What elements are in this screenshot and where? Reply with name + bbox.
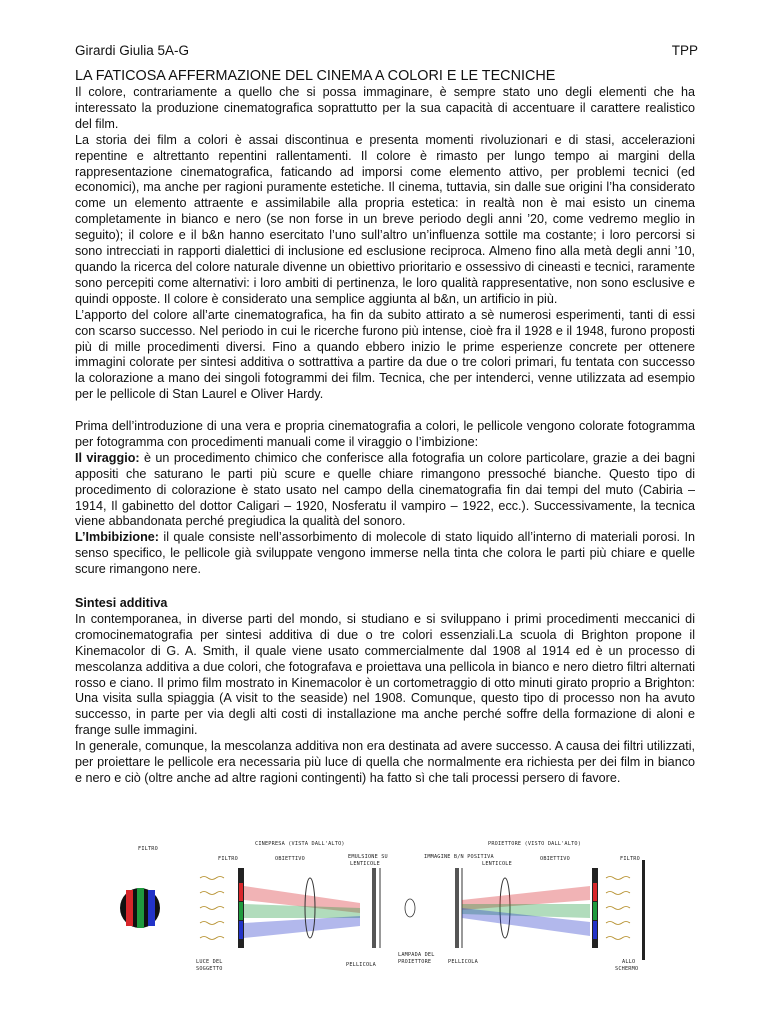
paragraph-imbibizione	[75, 530, 695, 578]
paragraph-manual-coloring: Prima dell’introduzione di una vera e propria cinematografia a colori, le pellicole vengono colorate fotogramma per fotogramma con procedimenti manuali come il viraggio o l’imbizione:	[75, 419, 695, 449]
imbibizione-text: il quale consiste nell’assorbimento di molecole di stato liquido all’interno di materiali porosi. In senso specifico, le pellicole già sviluppate vengono immerse nella tinta che colora le parti più chiare e quelle scure rimangono nere.	[75, 530, 695, 577]
additive-synthesis-diagram	[110, 838, 670, 978]
label-allo-1: ALLO	[622, 959, 636, 965]
label-immagine: IMMAGINE B/N POSITIVA	[424, 854, 494, 860]
label-lenticole-left: LENTICOLE	[350, 861, 380, 867]
viraggio-text: è un procedimento chimico che conferisce alla fotografia un colore particolare, grazie a dei bagni appositi che saturano le parti più scure e quelle chiare rimangono pressoché bianche. Questo tipo di procedimento di colorazione è stato usato nel campo della cinematografia fin dai tempi del muto (Cabiria – 1914, Il gabinetto del dottor Caligari – 1920, Nosferatu il vampiro – 1922, ecc.). Successivamente, la tecnica viene abbandonata perché pregiudica la qualità del sonoro.	[75, 450, 695, 529]
label-pellicola-right: PELLICOLA	[448, 959, 478, 965]
label-lampada-2: PROIETTORE	[398, 959, 432, 965]
document-title: LA FATICOSA AFFERMAZIONE DEL CINEMA A COLORI E LE TECNICHE	[75, 68, 556, 84]
document-body	[75, 68, 695, 787]
author-name: Girardi Giulia 5A-G	[75, 43, 190, 58]
label-obiettivo-right: OBIETTIVO	[540, 856, 570, 862]
projector-diagram	[398, 854, 645, 972]
label-cinepresa: CINEPRESA (VISTA DALL'ALTO)	[255, 841, 345, 847]
label-filtro-top: FILTRO	[138, 846, 158, 852]
label-filtro-left: FILTRO	[218, 856, 238, 862]
spacer	[75, 403, 695, 419]
label-pellicola-left: PELLICOLA	[346, 962, 376, 968]
paragraph-intro: Il colore, contrariamente a quello che si possa immaginare, è sempre stato uno degli elementi che ha interessato la produzione cinematografica soprattutto per la sua capacità di accentuare il carattere realistico del film.	[75, 85, 695, 131]
course-code: TPP	[671, 43, 698, 58]
spacer	[75, 578, 695, 594]
label-proiettore: PROIETTORE (VISTO DALL'ALTO)	[488, 841, 582, 847]
filter-disc	[120, 888, 160, 928]
paragraph-conclusion: In generale, comunque, la mescolanza additiva non era destinata ad avere successo. A causa dei filtri utilizzati, per proiettare le pellicole era necessaria più luce di quella che normalmente era richiesta per dei film in bianco e nero e ciò (oltre anche ad altre ragioni contingenti) ha fatto sì che tali processi persero di favore.	[75, 739, 695, 785]
camera-diagram	[196, 854, 388, 972]
label-lampada-1: LAMPADA DEL	[398, 952, 435, 958]
label-emulsione: EMULSIONE SU	[348, 854, 388, 860]
page-header	[75, 43, 698, 58]
label-lenticole-right: LENTICOLE	[482, 861, 512, 867]
label-allo-2: SCHERMO	[615, 966, 639, 972]
paragraph-viraggio	[75, 451, 695, 531]
paragraph-experiments: L’apporto del colore all’arte cinematografica, ha fin da subito attirato a sè numerosi esperimenti, tanti di essi con scarso successo. Nel periodo in cui le ricerche furono più intense, cioè fra il 1928 e il 1948, furono proposti più di mille procedimenti diversi. Fino a quando ebbero inizio le prime esperienze concrete per ottenere immagini colorate per sintesi additiva o sottrattiva a partire da due o tre colori primari, fu tentata con successo la colorazione a mano dei singoli fotogrammi dei film. Tecnica, che per intenderci, venne utilizzata ad esempio per le pellicole di Stan Laurel e Oliver Hardy.	[75, 307, 695, 402]
paragraph-kinemacolor: In contemporanea, in diverse parti del mondo, si studiano e si sviluppano i primi procedimenti meccanici di cromocinematografia per sintesi additiva di due o tre colori essenziali.La scuola di Brighton propone il Kinemacolor di G. A. Smith, il quale viene usato commercialmente dal 1908 al 1914 ed è un processo di mescolanza additiva a due colori, che fotografava e proiettava una pellicola in bianco e nero dietro filtri alternati rosso e ciano. Il primo film mostrato in Kinemacolor è un cortometraggio di otto minuti girato proprio a Brighton: Una visita sulla spiaggia (A visit to the seaside) nel 1908. Comunque, questo tipo di processo non ha avuto successo, in parte per via degli alti costi di installazione ma anche perché soffre della formazione di aloni e frange sulle immagini.	[75, 611, 695, 738]
label-luce-soggetto-2: SOGGETTO	[196, 966, 223, 972]
label-obiettivo-left: OBIETTIVO	[275, 856, 305, 862]
paragraph-history: La storia dei film a colori è assai discontinua e presenta momenti rivoluzionari e di stasi, accelerazioni repentine e altrettanto repentini rallentamenti. Il colore è rimasto per lungo tempo ai margini della rappresentazione cinematografica, faticando ad imporsi come elemento attivo, per problemi tecnici (ed economici), ma anche per ragioni puramente estetiche. Il cinema, tuttavia, sin dalle sue origini l’ha considerato come un elemento attraente e assimilabile alla propria estetica: in realtà non è mai esisto un cinema completamente in bianco e nero (se non forse in un breve periodo degli anni ’20, come vedremo meglio in seguito); il colore e il b&n hanno esercitato l’uno sull’altro un’influenza sottile ma costante; i loro percorsi si sono intrecciati in rapporti dialettici di inclusione ed esclusione reciproca. Almeno fino alla metà degli anni ’10, quando la ricerca del colore naturale divenne un obiettivo prioritario e ossessivo di cineasti e tecnici, raramente sono percepiti come alternativi: i loro ambiti di pertinenza, le loro qualità rappresentative, non sono esclusive e quindi opposte. Il colore è considerato una semplice aggiunta al b&n, un artificio in più.	[75, 132, 695, 306]
label-filtro-right: FILTRO	[620, 856, 640, 862]
term-imbibizione: L’Imbibizione:	[75, 530, 159, 545]
label-luce-soggetto-1: LUCE DEL	[196, 959, 223, 965]
section-title: Sintesi additiva	[75, 595, 168, 610]
term-viraggio: Il viraggio:	[75, 450, 140, 465]
diagram-svg	[110, 838, 670, 978]
